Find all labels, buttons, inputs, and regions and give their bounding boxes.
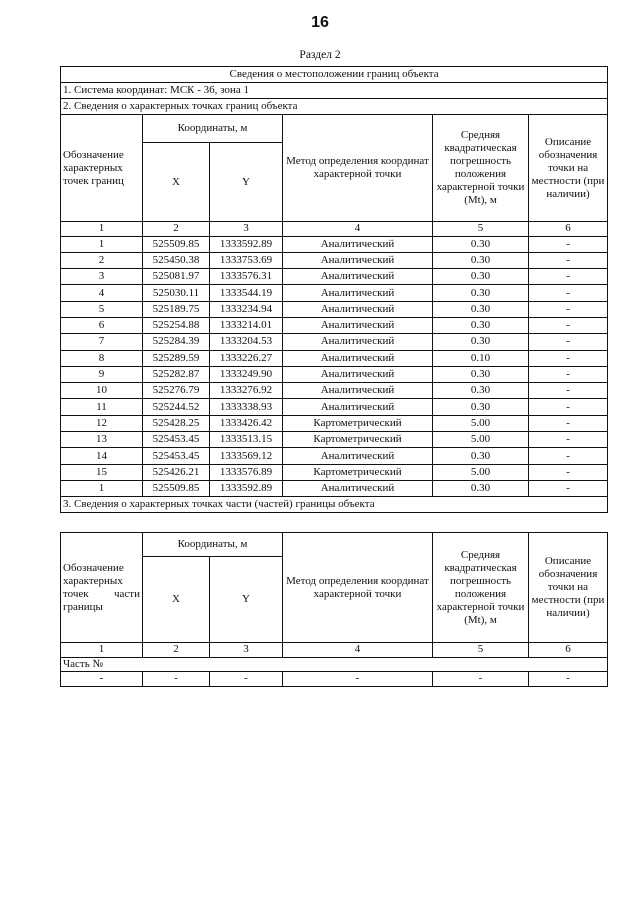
part-cell: - [283,672,433,687]
point-y: 1333214.01 [210,317,283,333]
point-error: 0.30 [433,236,529,252]
point-x: 525289.59 [143,350,210,366]
point-description: - [529,448,608,464]
table-row [61,252,608,268]
point-number: 2 [61,252,143,268]
part-label: Часть № [61,657,608,672]
column-number: 1 [61,643,143,658]
point-x: 525509.85 [143,236,210,252]
point-error: 0.30 [433,334,529,350]
point-x: 525282.87 [143,366,210,382]
point-error: 0.30 [433,383,529,399]
page-number: 16 [311,14,329,31]
table-row [61,301,608,317]
point-error: 0.30 [433,480,529,496]
point-x: 525254.88 [143,317,210,333]
point-y: 1333753.69 [210,252,283,268]
header-method: Метод определения координат характерной точки [283,115,433,222]
point-description: - [529,301,608,317]
column-number: 3 [210,643,283,658]
point-number: 3 [61,269,143,285]
point-description: - [529,432,608,448]
point-description: - [529,285,608,301]
point-number: 14 [61,448,143,464]
header-y: Y [210,557,283,643]
part-cell: - [143,672,210,687]
point-number: 1 [61,236,143,252]
column-number: 2 [143,643,210,658]
point-description: - [529,464,608,480]
point-error: 0.30 [433,317,529,333]
point-description: - [529,350,608,366]
point-number: 10 [61,383,143,399]
section-label: Раздел 2 [299,49,341,61]
table-title: Сведения о местоположении границ объекта [61,67,608,83]
point-method: Аналитический [283,366,433,382]
point-description: - [529,317,608,333]
point-method: Аналитический [283,269,433,285]
point-y: 1333234.94 [210,301,283,317]
point-number: 5 [61,301,143,317]
part-boundary-table [60,532,608,687]
table-row [61,480,608,496]
table-row [61,236,608,252]
header-x: X [143,143,210,222]
point-number: 15 [61,464,143,480]
table-row [61,285,608,301]
point-error: 0.30 [433,269,529,285]
table-row [61,317,608,333]
table-row [61,269,608,285]
point-description: - [529,269,608,285]
point-method: Аналитический [283,317,433,333]
part-cell: - [61,672,143,687]
column-numbers-row [61,222,608,237]
point-number: 9 [61,366,143,382]
point-y: 1333249.90 [210,366,283,382]
boundary-table [60,66,608,513]
column-numbers-row [61,643,608,658]
point-method: Картометрический [283,432,433,448]
point-y: 1333338.93 [210,399,283,415]
point-error: 5.00 [433,464,529,480]
point-method: Аналитический [283,252,433,268]
header-coordinates: Координаты, м [143,533,283,557]
point-x: 525453.45 [143,432,210,448]
point-number: 6 [61,317,143,333]
point-y: 1333426.42 [210,415,283,431]
points-table-body [61,236,608,497]
table-row [61,415,608,431]
header-y: Y [210,143,283,222]
point-x: 525030.11 [143,285,210,301]
point-error: 0.30 [433,252,529,268]
point-method: Аналитический [283,301,433,317]
point-number: 4 [61,285,143,301]
point-error: 0.30 [433,366,529,382]
point-description: - [529,415,608,431]
point-method: Аналитический [283,383,433,399]
part-cell: - [529,672,608,687]
point-y: 1333576.31 [210,269,283,285]
point-x: 525081.97 [143,269,210,285]
point-method: Картометрический [283,415,433,431]
point-x: 525244.52 [143,399,210,415]
point-method: Картометрический [283,464,433,480]
header-error: Средняя квадратическая погрешность положения характерной точки (Mt), м [433,115,529,222]
table-row [61,432,608,448]
header-designation-part: Обозначение характерных точек части границы [61,533,143,643]
section3-title: 3. Сведения о характерных точках части (частей) границы объекта [61,497,608,513]
point-error: 0.10 [433,350,529,366]
column-number: 3 [210,222,283,237]
point-error: 0.30 [433,448,529,464]
point-x: 525450.38 [143,252,210,268]
header-coordinates: Координаты, м [143,115,283,143]
column-number: 5 [433,643,529,658]
point-description: - [529,334,608,350]
point-y: 1333592.89 [210,480,283,496]
point-x: 525189.75 [143,301,210,317]
header-x: X [143,557,210,643]
table-row [61,334,608,350]
table-row [61,399,608,415]
point-method: Аналитический [283,480,433,496]
point-number: 12 [61,415,143,431]
point-x: 525426.21 [143,464,210,480]
point-description: - [529,399,608,415]
point-y: 1333569.12 [210,448,283,464]
part-cell: - [210,672,283,687]
column-number: 4 [283,222,433,237]
part-row [61,672,608,687]
point-x: 525284.39 [143,334,210,350]
column-number: 2 [143,222,210,237]
point-y: 1333576.89 [210,464,283,480]
column-number: 6 [529,643,608,658]
point-error: 5.00 [433,432,529,448]
part-cell: - [433,672,529,687]
section2-title: 2. Сведения о характерных точках границ объекта [61,99,608,115]
table-row [61,383,608,399]
point-number: 8 [61,350,143,366]
point-method: Аналитический [283,236,433,252]
point-number: 1 [61,480,143,496]
point-y: 1333276.92 [210,383,283,399]
point-method: Аналитический [283,285,433,301]
point-description: - [529,480,608,496]
point-method: Аналитический [283,350,433,366]
point-description: - [529,383,608,399]
coordinate-system: 1. Система координат: МСК - 36, зона 1 [61,83,608,99]
point-error: 0.30 [433,285,529,301]
point-error: 5.00 [433,415,529,431]
column-number: 5 [433,222,529,237]
point-method: Аналитический [283,399,433,415]
table-row [61,448,608,464]
point-y: 1333544.19 [210,285,283,301]
point-description: - [529,252,608,268]
column-number: 4 [283,643,433,658]
column-number: 1 [61,222,143,237]
point-y: 1333592.89 [210,236,283,252]
point-x: 525509.85 [143,480,210,496]
table-row [61,350,608,366]
point-number: 11 [61,399,143,415]
point-description: - [529,366,608,382]
column-number: 6 [529,222,608,237]
header-method: Метод определения координат характерной точки [283,533,433,643]
header-error: Средняя квадратическая погрешность положения характерной точки (Mt), м [433,533,529,643]
header-designation: Обозначение характерных точек границ [61,115,143,222]
table-row [61,366,608,382]
point-error: 0.30 [433,301,529,317]
point-x: 525428.25 [143,415,210,431]
point-x: 525453.45 [143,448,210,464]
table-row [61,464,608,480]
point-y: 1333204.53 [210,334,283,350]
header-description: Описание обозначения точки на местности (при наличии) [529,115,608,222]
point-number: 13 [61,432,143,448]
point-description: - [529,236,608,252]
point-method: Аналитический [283,448,433,464]
point-number: 7 [61,334,143,350]
point-y: 1333513.15 [210,432,283,448]
header-description: Описание обозначения точки на местности (при наличии) [529,533,608,643]
point-y: 1333226.27 [210,350,283,366]
point-error: 0.30 [433,399,529,415]
point-x: 525276.79 [143,383,210,399]
point-method: Аналитический [283,334,433,350]
